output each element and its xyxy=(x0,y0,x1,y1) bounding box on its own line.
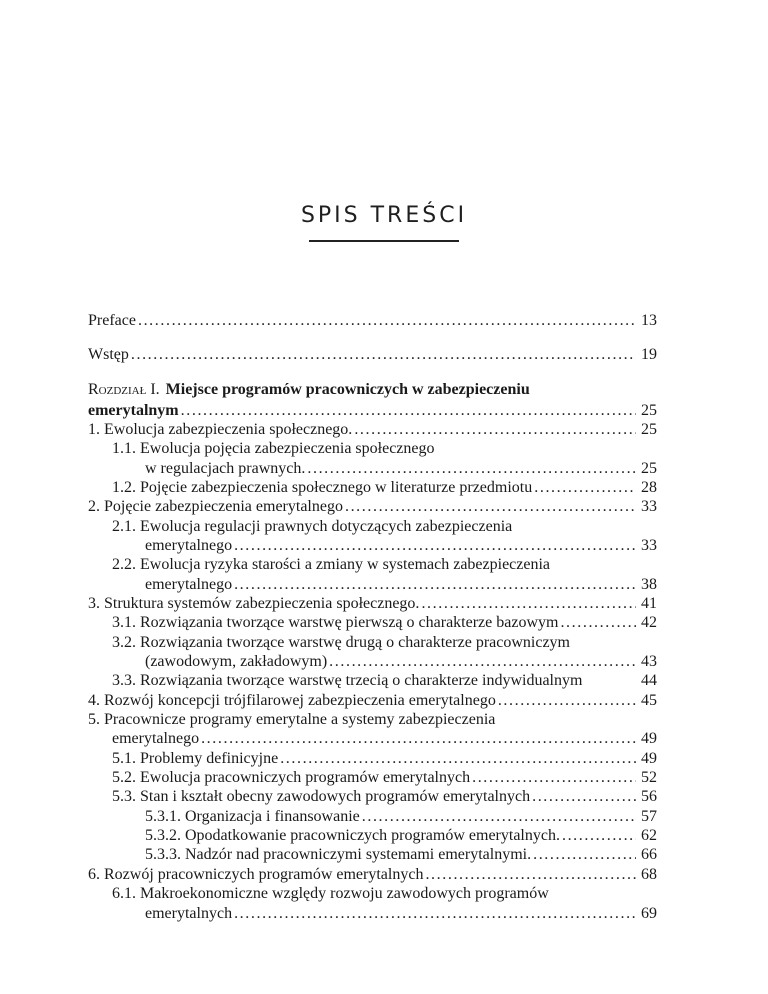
toc-entry-text-line1: 6.1. Makroekonomiczne względy rozwoju zawodowych programów xyxy=(112,885,549,902)
toc-entry-text-line1: 5. Pracownicze programy emerytalne a systemy zabezpieczenia xyxy=(88,711,496,728)
toc-entry-text: 5.2. Ewolucja pracowniczych programów emerytalnych xyxy=(112,769,471,786)
toc-entry-text: 4. Rozwój koncepcji trójfilarowej zabezpieczenia emerytalnego xyxy=(88,692,496,709)
toc-entry-text: 5.3. Stan i kształt obecny zawodowych programów emerytalnych xyxy=(112,788,531,805)
toc-entry-text: 5.3.1. Organizacja i finansowanie xyxy=(145,808,360,825)
leader-dots xyxy=(562,827,636,845)
toc-entry-text: 3.3. Rozwiązania tworzące warstwę trzecią o charakterze indywidualnym xyxy=(112,672,583,689)
toc-entry-text-line1: 1.1. Ewolucja pojęcia zabezpieczenia społecznego xyxy=(112,440,435,457)
leader-dots xyxy=(472,769,636,787)
toc-page-number: 44 xyxy=(641,672,657,689)
toc-entry[interactable] xyxy=(112,750,636,769)
leader-dots xyxy=(138,312,636,330)
leader-dots xyxy=(181,402,636,420)
toc-page-number: 25 xyxy=(641,460,657,477)
toc-entry[interactable] xyxy=(145,808,636,827)
toc-page-number: 33 xyxy=(641,498,657,515)
toc-entry-preface[interactable] xyxy=(88,312,636,331)
toc-entry-text: 5.3.3. Nadzór nad pracowniczymi systemami emerytalnymi. xyxy=(145,846,532,863)
toc-page-number: 28 xyxy=(641,479,657,496)
toc-entry-text: 3.1. Rozwiązania tworzące warstwę pierwszą o charakterze bazowym xyxy=(112,614,559,631)
toc-page-number: 43 xyxy=(641,653,657,670)
leader-dots xyxy=(234,537,636,555)
toc-entry[interactable] xyxy=(112,479,636,498)
toc-entry-text: 3. Struktura systemów zabezpieczenia społecznego. xyxy=(88,595,420,612)
toc-page-number: 45 xyxy=(641,692,657,709)
toc-page-number: 25 xyxy=(641,402,657,419)
leader-dots xyxy=(345,498,636,516)
leader-dots xyxy=(131,346,636,364)
chapter-title-line2: emerytalnym xyxy=(88,402,179,419)
toc-page-number: 52 xyxy=(641,769,657,786)
toc-page-number: 13 xyxy=(641,312,657,329)
toc-entry-cont[interactable] xyxy=(112,730,636,749)
leader-dots xyxy=(354,421,636,439)
toc-chapter-heading[interactable] xyxy=(88,381,636,400)
leader-dots xyxy=(329,653,636,671)
toc-entry[interactable] xyxy=(88,866,636,885)
toc-entry[interactable] xyxy=(88,498,636,517)
toc-entry-cont[interactable] xyxy=(145,653,636,672)
toc-entry-text-line2: w regulacjach prawnych. xyxy=(145,460,306,477)
toc-entry-text: 1.2. Pojęcie zabezpieczenia społecznego w literaturze przedmiotu xyxy=(112,479,533,496)
toc-entry-cont[interactable] xyxy=(145,576,636,595)
leader-dots xyxy=(560,614,636,632)
leader-dots xyxy=(498,692,636,710)
toc-entry[interactable] xyxy=(112,614,636,633)
toc-page-number: 49 xyxy=(641,750,657,767)
toc-chapter-heading-cont[interactable] xyxy=(88,402,636,421)
toc-entry[interactable] xyxy=(112,634,636,653)
toc-page-number: 42 xyxy=(641,614,657,631)
page-title: SPIS TREŚCI xyxy=(300,203,468,228)
toc-entry-cont[interactable] xyxy=(145,460,636,479)
toc-page-number: 19 xyxy=(641,346,657,363)
toc-entry-text-line1: 2.2. Ewolucja ryzyka starości a zmiany w systemach zabezpieczenia xyxy=(112,556,551,573)
toc-page-number: 62 xyxy=(641,827,657,844)
toc-page-number: 68 xyxy=(641,866,657,883)
toc-entry-text-line2: (zawodowym, zakładowym) xyxy=(145,653,328,670)
toc-entry[interactable] xyxy=(112,885,636,904)
toc-entry[interactable] xyxy=(112,440,636,459)
toc-page-number: 25 xyxy=(641,421,657,438)
leader-dots xyxy=(234,905,636,923)
leader-dots xyxy=(532,788,636,806)
toc-entry[interactable] xyxy=(145,827,636,846)
toc-entry-text-line2: emerytalnych xyxy=(145,905,233,922)
toc-entry-cont[interactable] xyxy=(145,537,636,556)
toc-entry-text: 6. Rozwój pracowniczych programów emerytalnych xyxy=(88,866,424,883)
toc-entry[interactable] xyxy=(112,518,636,537)
leader-dots xyxy=(362,808,636,826)
toc-entry[interactable] xyxy=(88,692,636,711)
leader-dots xyxy=(307,460,636,478)
leader-dots xyxy=(280,750,636,768)
toc-entry-text-line1: 3.2. Rozwiązania tworzące warstwę drugą o charakterze pracowniczym xyxy=(112,634,570,651)
toc-page-number: 41 xyxy=(641,595,657,612)
toc-entry-text: 5.1. Problemy definicyjne xyxy=(112,750,279,767)
toc-entry[interactable] xyxy=(88,711,636,730)
toc-entry-wstep[interactable] xyxy=(88,346,636,365)
leader-dots xyxy=(534,479,636,497)
toc-entry-text: Preface xyxy=(88,312,136,329)
toc-entry[interactable] xyxy=(88,595,636,614)
chapter-prefix: Rozdział I. xyxy=(88,381,160,398)
toc-entry[interactable] xyxy=(112,556,636,575)
toc-entry[interactable] xyxy=(112,769,636,788)
leader-dots xyxy=(201,730,636,748)
toc-entry-text: 1. Ewolucja zabezpieczenia społecznego. xyxy=(88,421,353,438)
toc-entry[interactable] xyxy=(112,672,636,691)
toc-entry[interactable] xyxy=(88,421,636,440)
toc-entry-text: Wstęp xyxy=(88,346,129,363)
toc-entry-text: 2. Pojęcie zabezpieczenia emerytalnego xyxy=(88,498,343,515)
toc-entry-text-line1: 2.1. Ewolucja regulacji prawnych dotyczących zabezpieczenia xyxy=(112,518,513,535)
toc-entry-text-line2: emerytalnego xyxy=(145,537,233,554)
toc-entry-cont[interactable] xyxy=(145,905,636,924)
toc-page-number: 66 xyxy=(641,846,657,863)
toc-entry-text-line2: emerytalnego xyxy=(145,576,233,593)
toc-entry-text: 5.3.2. Opodatkowanie pracowniczych programów emerytalnych. xyxy=(145,827,560,844)
toc-page-number: 57 xyxy=(641,808,657,825)
leader-dots xyxy=(421,595,636,613)
toc-entry[interactable] xyxy=(112,788,636,807)
toc-page-number: 38 xyxy=(641,576,657,593)
toc-page-number: 69 xyxy=(641,905,657,922)
toc-page-number: 33 xyxy=(641,537,657,554)
leader-dots xyxy=(425,866,636,884)
toc-page-number: 56 xyxy=(641,788,657,805)
toc-entry-text-line2: emerytalnego xyxy=(112,730,200,747)
leader-dots xyxy=(533,846,636,864)
leader-dots xyxy=(234,576,636,594)
chapter-title-line1: Miejsce programów pracowniczych w zabezpieczeniu xyxy=(165,381,530,398)
toc-entry[interactable] xyxy=(145,846,636,865)
toc-page-number: 49 xyxy=(641,730,657,747)
